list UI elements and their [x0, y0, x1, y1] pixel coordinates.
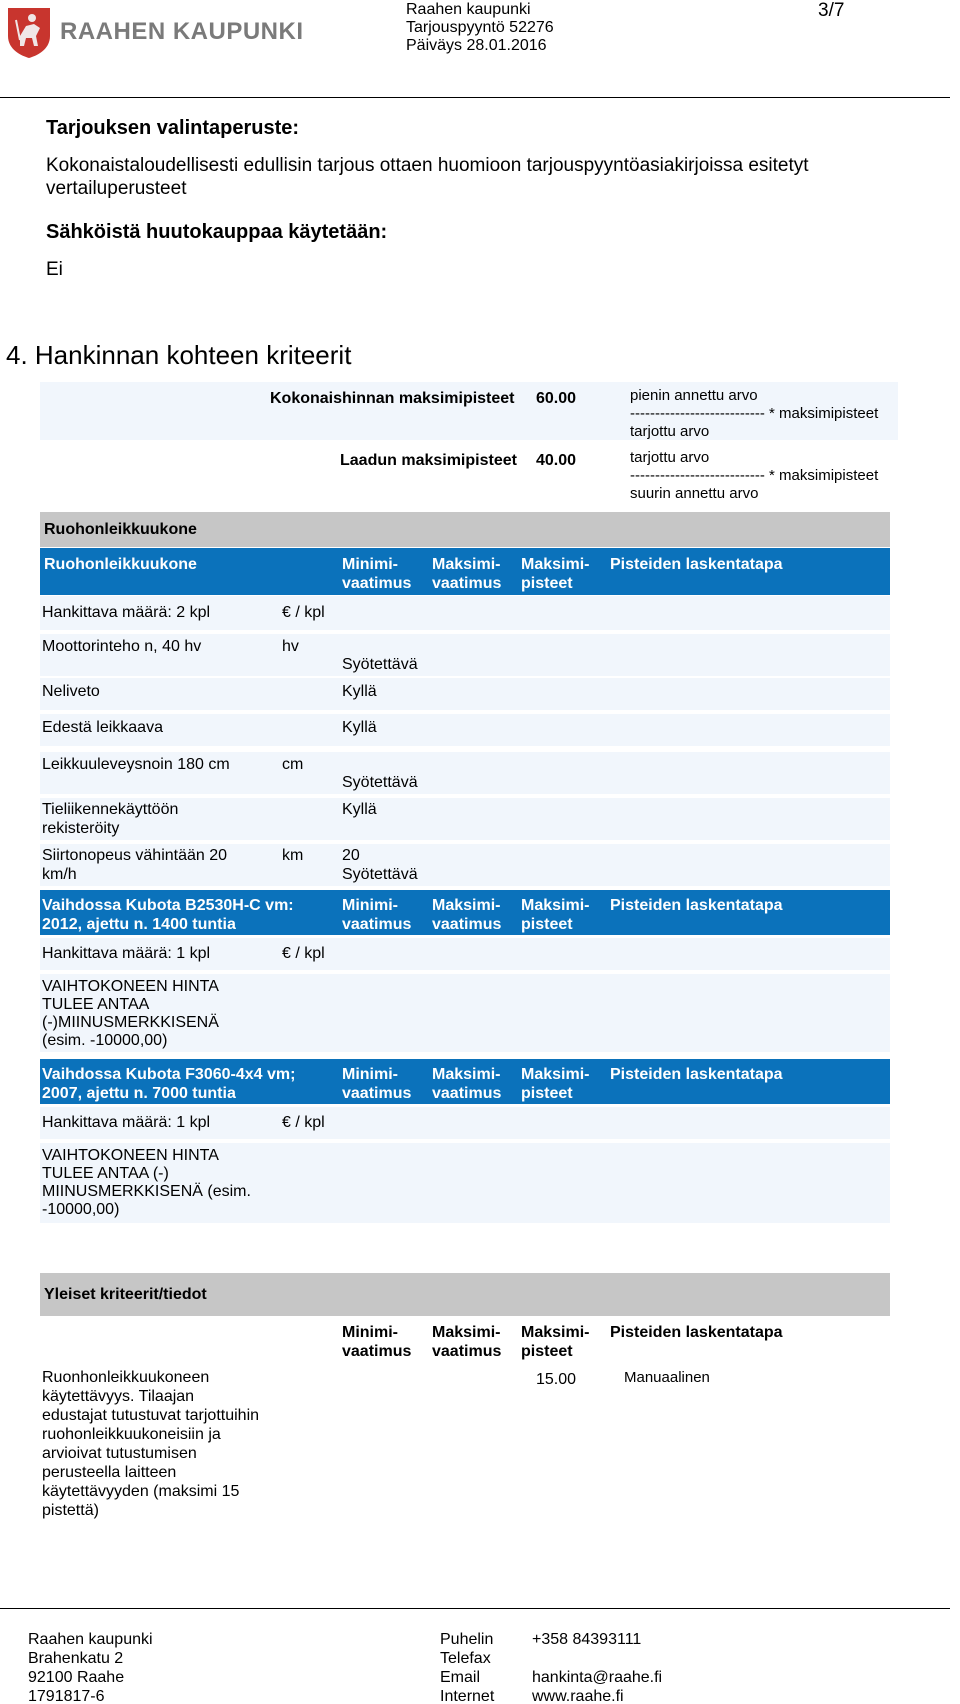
col-pts-2: pisteet	[521, 575, 573, 592]
note-row-trade1	[40, 974, 890, 1052]
footer-email[interactable]: hankinta@raahe.fi	[532, 1669, 663, 1686]
criterion-line: pistettä)	[42, 1502, 99, 1519]
criterion-line: ruohonleikkuukoneisiin ja	[42, 1426, 221, 1443]
quality-formula-3: suurin annettu arvo	[630, 485, 759, 502]
criteria-text-line2: vertailuperusteet	[46, 178, 187, 199]
row-name: Leikkuuleveysnoin 180 cm	[42, 756, 230, 773]
footer-line: 92100 Raahe	[28, 1669, 125, 1686]
row-name-1: Siirtonopeus vähintään 20	[42, 847, 228, 864]
table-header-mower	[40, 548, 890, 595]
auction-heading: Sähköistä huutokauppaa käytetään:	[46, 221, 388, 243]
table-header-trade2	[40, 1059, 890, 1104]
row-unit: cm	[282, 756, 304, 773]
col-max-1: Maksimi-	[432, 1066, 501, 1083]
trade1-title-1: Vaihdossa Kubota B2530H-C vm:	[42, 897, 294, 914]
table-row	[40, 678, 890, 710]
row-type: Syötettävä	[342, 774, 418, 791]
col-name: Ruohonleikkuukone	[44, 556, 197, 573]
col-max-2: vaatimus	[432, 575, 502, 592]
note-line: VAIHTOKONEEN HINTA	[42, 1147, 219, 1164]
table-row	[40, 714, 890, 746]
footer-label: Email	[440, 1669, 481, 1686]
footer-line: Raahen kaupunki	[28, 1631, 153, 1648]
col-max-1: Maksimi-	[432, 897, 501, 914]
col-method: Pisteiden laskentatapa	[610, 1066, 783, 1083]
general-title: Yleiset kriteerit/tiedot	[44, 1286, 207, 1303]
price-formula-2: --------------------------- * maksimipisteet	[630, 405, 879, 422]
quantity-row-trade1	[40, 938, 890, 970]
price-formula-3: tarjottu arvo	[630, 423, 710, 440]
row-name: Neliveto	[42, 683, 100, 700]
note-line: -10000,00)	[42, 1201, 120, 1218]
price-max-label: Kokonaishinnan maksimipisteet	[270, 390, 515, 407]
row-type: Syötettävä	[342, 656, 418, 673]
footer-value: +358 84393111	[532, 1631, 642, 1648]
trade1-title-2: 2012, ajettu n. 1400 tuntia	[42, 916, 236, 933]
footer-website[interactable]: www.raahe.fi	[532, 1688, 624, 1704]
trade2-title-2: 2007, ajettu n. 7000 tuntia	[42, 1085, 236, 1102]
row-min: 20	[342, 847, 360, 864]
criterion-line: käytettävyyden (maksimi 15	[42, 1483, 240, 1500]
coat-of-arms-icon	[6, 6, 52, 58]
header-ref: Tarjouspyyntö 52276	[406, 19, 554, 36]
table-header-general	[40, 1317, 890, 1362]
table-header-trade1	[40, 890, 890, 935]
table-row	[40, 752, 890, 794]
col-max-1: Maksimi-	[432, 1324, 501, 1341]
col-max-2: vaatimus	[432, 1343, 502, 1360]
footer-contact-labels	[440, 1630, 494, 1704]
col-pts-1: Maksimi-	[521, 1066, 590, 1083]
col-min-1: Minimi-	[342, 556, 398, 573]
note-line: TULEE ANTAA (-)	[42, 1165, 169, 1182]
quality-max-label: Laadun maksimipisteet	[340, 452, 517, 469]
unit-price: € / kpl	[282, 1114, 325, 1131]
logo-text: RAAHEN KAUPUNKI	[60, 18, 304, 45]
row-type: Kyllä	[342, 801, 377, 818]
row-type: Kyllä	[342, 683, 377, 700]
col-max-2: vaatimus	[432, 916, 502, 933]
group-header-mower	[40, 512, 890, 547]
header-date: Päiväys 28.01.2016	[406, 37, 547, 54]
note-line: MIINUSMERKKISENÄ (esim.	[42, 1183, 251, 1200]
row-name: Moottorinteho n, 40 hv	[42, 638, 202, 655]
row-type: Syötettävä	[342, 866, 418, 883]
table-row	[40, 798, 890, 840]
col-max-1: Maksimi-	[432, 556, 501, 573]
row-name-1: Tieliikennekäyttöön	[42, 801, 179, 818]
page-number: 3/7	[818, 0, 845, 21]
unit-price: € / kpl	[282, 604, 325, 621]
quantity-row-mower	[40, 596, 890, 630]
unit-price: € / kpl	[282, 945, 325, 962]
criterion-line: käytettävyys. Tilaajan	[42, 1388, 195, 1405]
col-pts-2: pisteet	[521, 1085, 573, 1102]
col-method: Pisteiden laskentatapa	[610, 897, 783, 914]
footer-line: Brahenkatu 2	[28, 1650, 124, 1667]
price-formula-1: pienin annettu arvo	[630, 387, 758, 404]
criterion-line: Ruonhonleikkuukoneen	[42, 1369, 210, 1386]
row-name: Edestä leikkaava	[42, 719, 163, 736]
note-line: VAIHTOKONEEN HINTA	[42, 978, 219, 995]
general-method: Manuaalinen	[624, 1369, 710, 1386]
col-min-2: vaatimus	[342, 916, 412, 933]
col-min-1: Minimi-	[342, 1324, 398, 1341]
row-unit: km	[282, 847, 304, 864]
col-min-2: vaatimus	[342, 1343, 412, 1360]
price-max-value: 60.00	[536, 390, 577, 407]
col-min-1: Minimi-	[342, 1066, 398, 1083]
trade2-title-1: Vaihdossa Kubota F3060-4x4 vm;	[42, 1066, 296, 1083]
quality-formula-2: --------------------------- * maksimipisteet	[630, 467, 879, 484]
col-method: Pisteiden laskentatapa	[610, 556, 783, 573]
logo	[6, 6, 52, 58]
footer-line: 1791817-6	[28, 1688, 105, 1704]
quality-max-value: 40.00	[536, 452, 577, 469]
table-row	[40, 844, 890, 886]
quantity-row-trade2	[40, 1107, 890, 1139]
general-criterion	[42, 1368, 302, 1520]
criterion-line: arvioivat tutustumisen	[42, 1445, 197, 1462]
col-min-2: vaatimus	[342, 1085, 412, 1102]
general-points: 15.00	[536, 1371, 577, 1388]
row-name-2: rekisteröity	[42, 820, 120, 837]
col-min-1: Minimi-	[342, 897, 398, 914]
footer-label: Internet	[440, 1688, 495, 1704]
footer-rule	[0, 1608, 950, 1609]
footer-label: Puhelin	[440, 1631, 494, 1648]
row-name-2: km/h	[42, 866, 77, 883]
section-title: 4. Hankinnan kohteen kriteerit	[6, 340, 352, 370]
footer-label: Telefax	[440, 1650, 491, 1667]
footer-contact-values	[532, 1630, 662, 1704]
criteria-text-line1: Kokonaistaloudellisesti edullisin tarjous ottaen huomioon tarjouspyyntöasiakirjoissa esitetyt	[46, 155, 809, 176]
col-pts-2: pisteet	[521, 1343, 573, 1360]
col-min-2: vaatimus	[342, 575, 412, 592]
col-pts-1: Maksimi-	[521, 897, 590, 914]
group-title: Ruohonleikkuukone	[44, 521, 197, 538]
note-line: TULEE ANTAA	[42, 996, 150, 1013]
col-pts-2: pisteet	[521, 916, 573, 933]
footer-value	[532, 1649, 662, 1668]
note-row-trade2	[40, 1143, 890, 1223]
quantity: Hankittava määrä: 2 kpl	[42, 604, 211, 621]
col-max-2: vaatimus	[432, 1085, 502, 1102]
quality-formula-1: tarjottu arvo	[630, 449, 710, 466]
footer-address	[28, 1630, 153, 1704]
criteria-heading: Tarjouksen valintaperuste:	[46, 117, 300, 139]
criterion-line: edustajat tutustuvat tarjottuihin	[42, 1407, 260, 1424]
col-pts-1: Maksimi-	[521, 1324, 590, 1341]
table-row	[40, 634, 890, 676]
note-line: (esim. -10000,00)	[42, 1032, 168, 1049]
header-rule	[0, 97, 950, 98]
quantity: Hankittava määrä: 1 kpl	[42, 945, 211, 962]
col-pts-1: Maksimi-	[521, 556, 590, 573]
quantity: Hankittava määrä: 1 kpl	[42, 1114, 211, 1131]
note-line: (-)MIINUSMERKKISENÄ	[42, 1014, 219, 1031]
group-header-general	[40, 1273, 890, 1316]
row-type: Kyllä	[342, 719, 377, 736]
auction-value: Ei	[46, 259, 63, 280]
row-unit: hv	[282, 638, 299, 655]
header-org: Raahen kaupunki	[406, 1, 531, 18]
col-method: Pisteiden laskentatapa	[610, 1324, 783, 1341]
criterion-line: perusteella laitteen	[42, 1464, 177, 1481]
